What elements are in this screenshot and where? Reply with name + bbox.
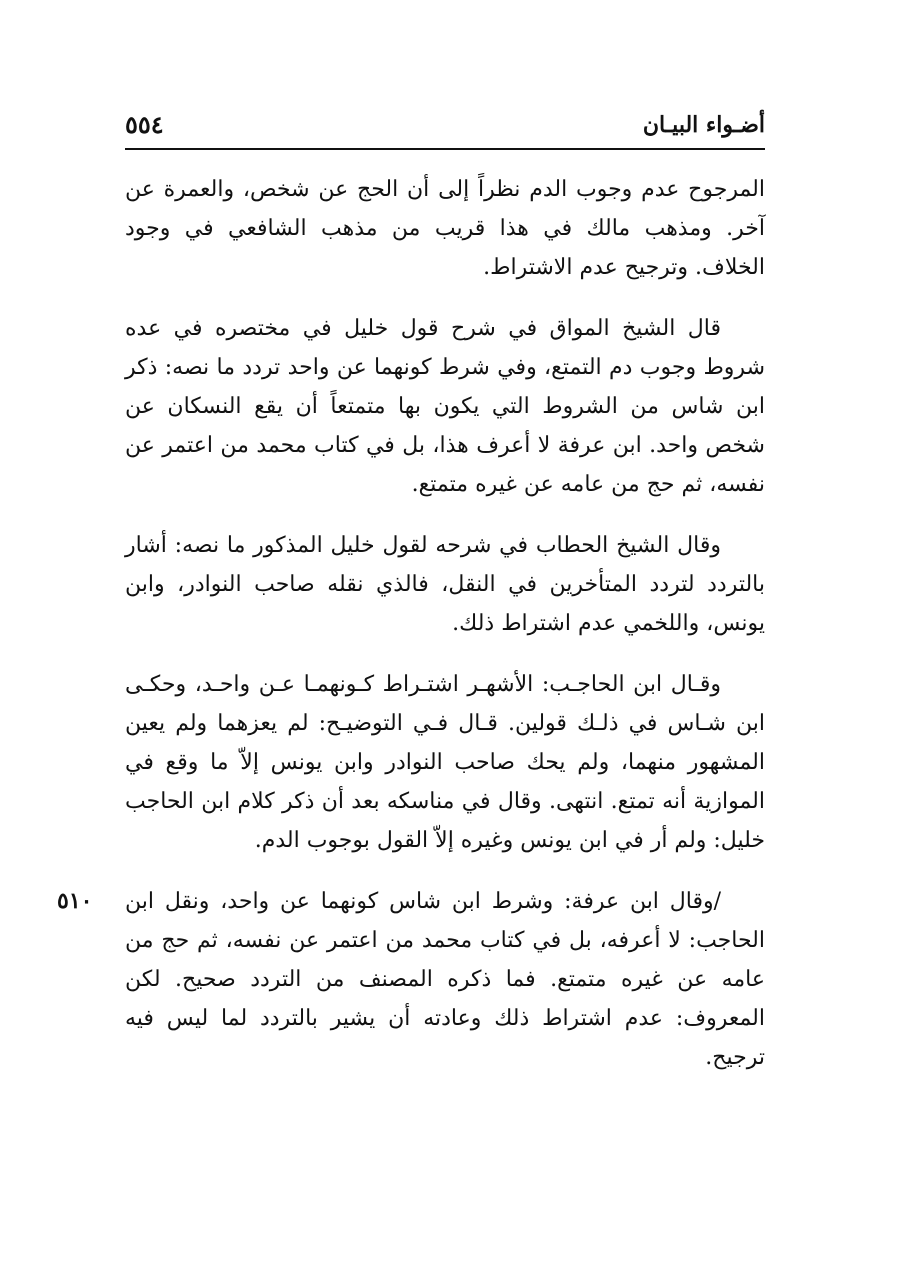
paragraph: وقـال ابن الحاجـب: الأشهـر اشتـراط كـونهمـا عـن واحـد، وحكـى ابن شـاس في ذلـك قولين. قـال فـي التوضيـح: لم يعزهما ولم يعين المشهور منهما، ولم يحك صاحب النوادر وابن يونس إلاّ ما وقع في الموازية أنه تمتع. انتهى. وقال في مناسكه بعد أن ذكر كلام ابن الحاجب خليل: ولم أر في ابن يونس وغيره إلاّ القول بوجوب الدم. [125, 672, 765, 853]
paragraph: وقال الشيخ الحطاب في شرحه لقول خليل المذكور ما نصه: أشار بالتردد لتردد المتأخرين في النقل، فالذي نقله صاحب النوادر، وابن يونس، واللخمي عدم اشتراط ذلك. [125, 533, 765, 636]
paragraph: قال الشيخ المواق في شرح قول خليل في مختصره في عده شروط وجوب دم التمتع، وفي شرط كونهما عن واحد تردد ما نصه: ذكر ابن شاس من الشروط التي يكون بها متمتعاً أن يقع النسكان عن شخص واحد. ابن عرفة لا أعرف هذا، بل في كتاب محمد من اعتمر عن نفسه، ثم حج من عامه عن غيره متمتع. [125, 316, 765, 497]
running-header [125, 100, 765, 150]
page-number: ٥٥٤ [125, 110, 164, 139]
paragraph: /وقال ابن عرفة: وشرط ابن شاس كونهما عن واحد، ونقل ابن الحاجب: لا أعرفه، بل في كتاب محمد من اعتمر عن نفسه، ثم حج من عامه عن غيره متمتع. فما ذكره المصنف من التردد صحيح. لكن المعروف: عدم اشتراط ذلك وعادته أن يشير بالتردد لما ليس فيه ترجيح. [125, 889, 765, 1070]
book-title: أضـواء البيـان [642, 112, 765, 138]
body-text [57, 170, 765, 1077]
paragraph: المرجوح عدم وجوب الدم نظراً إلى أن الحج عن شخص، والعمرة عن آخر. ومذهب مالك في هذا قريب من مذهب الشافعي في وجود الخلاف. وترجيح عدم الاشتراط. [125, 177, 765, 280]
book-page [57, 100, 765, 1200]
paragraph-with-margin-number [57, 882, 765, 1077]
margin-page-reference: ٥١٠ [57, 888, 93, 914]
